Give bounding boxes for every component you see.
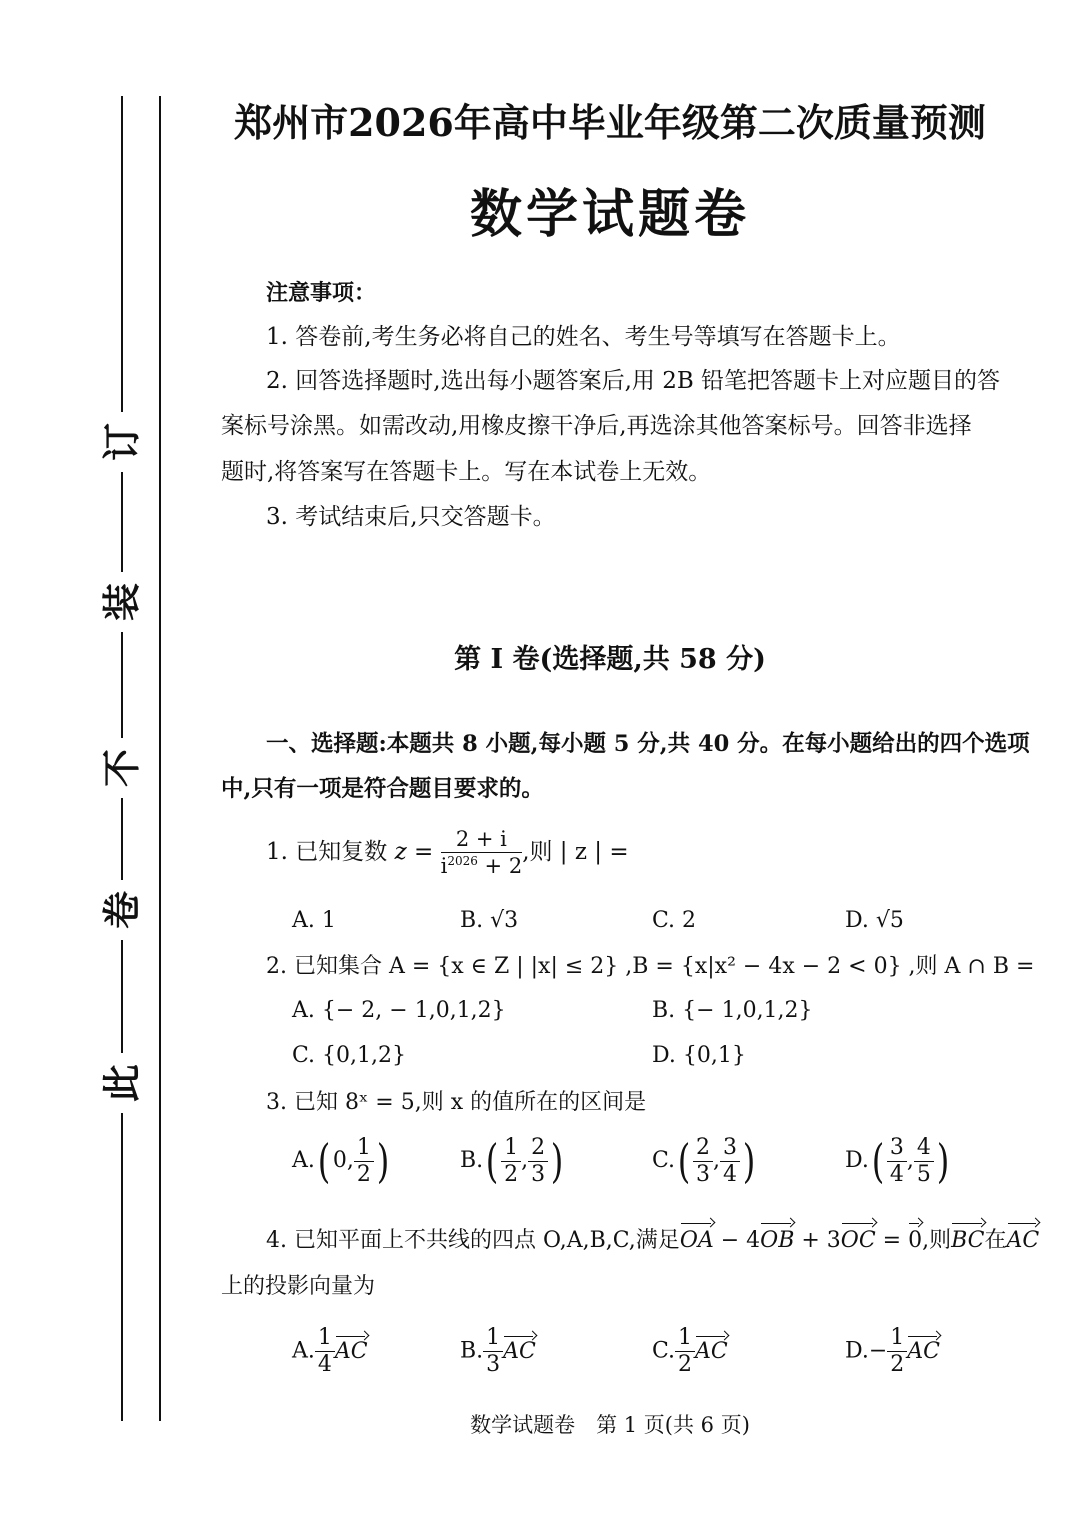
q4-d-vec: AC xyxy=(907,1338,941,1364)
q3-option-c-label: C. xyxy=(652,1148,676,1173)
q1-z: z xyxy=(394,839,407,865)
section-instruction-line-1: 一、选择题:本题共 8 小题,每小题 5 分,共 40 分。在每小题给出的四个选项 xyxy=(266,731,1030,757)
q1-fraction xyxy=(441,829,523,877)
q3-c-rd: 4 xyxy=(723,1161,737,1187)
q3-c-ln: 2 xyxy=(693,1137,713,1162)
binding-char-2: 卷 xyxy=(92,880,152,940)
q1-suffix: ,则 | z | = xyxy=(522,839,629,865)
q3-c-rn: 3 xyxy=(720,1137,740,1162)
q4-option-d xyxy=(845,1327,940,1376)
q3-d-ln: 3 xyxy=(887,1137,907,1162)
q1-numerator: 2 + i xyxy=(441,829,523,853)
q4-ze: ,则 xyxy=(922,1228,952,1253)
notice-item-2-line-2: 案标号涂黑。如需改动,用橡皮擦干净后,再选涂其他答案标号。回答非选择 xyxy=(221,413,972,439)
q3-b-ld: 2 xyxy=(504,1161,519,1187)
q4-option-d-label: D. xyxy=(845,1338,869,1364)
q4-a-den: 4 xyxy=(317,1352,332,1377)
q1-option-a: A. 1 xyxy=(292,908,336,933)
q3-option-a: A.( 0, $\frac{1}{2}$ ) xyxy=(292,1134,390,1188)
q4-a-vec: AC xyxy=(334,1338,368,1364)
q1-den-exp: 2026 xyxy=(447,854,478,868)
q4-c-vec: AC xyxy=(695,1338,728,1364)
q2-option-a: A. {− 2, − 1,0,1,2} xyxy=(292,998,506,1023)
q4-vec-oa: OA xyxy=(680,1226,714,1256)
q3-c-ld: 3 xyxy=(696,1161,710,1187)
q3-option-b: B.( $\frac{1}{2}$ , $\frac{2}{3}$ ) xyxy=(460,1134,564,1188)
q4-vec-zero: 0 xyxy=(908,1226,922,1256)
q4-d-num: 1 xyxy=(887,1327,907,1352)
q4-c-num: 1 xyxy=(675,1327,695,1352)
q1-denominator xyxy=(441,853,523,877)
question-4-line-2: 上的投影向量为 xyxy=(221,1274,376,1299)
q1-den-rest: + 2 xyxy=(477,854,523,878)
q4-vec-bc: BC xyxy=(951,1226,984,1256)
q4-vec-oc: OC xyxy=(841,1226,876,1256)
q3-d-rd: 5 xyxy=(916,1161,931,1187)
q2-option-b: B. {− 1,0,1,2} xyxy=(652,998,813,1023)
q4-b-den: 3 xyxy=(486,1352,501,1377)
q4-zai: 在 xyxy=(984,1228,1007,1253)
q4-c-den: 2 xyxy=(678,1352,693,1377)
q3-option-c: C.( $\frac{2}{3}$ , $\frac{3}{4}$ ) xyxy=(652,1134,756,1188)
q4-option-a xyxy=(292,1327,368,1376)
q4-option-c xyxy=(652,1327,728,1376)
q4-d-den: 2 xyxy=(890,1352,905,1377)
q3-option-a-label: A. xyxy=(292,1148,315,1173)
q4-vec-ac: AC xyxy=(1007,1226,1040,1256)
binding-char-5: 订 xyxy=(92,412,152,472)
q4-option-a-label: A. xyxy=(292,1338,315,1364)
notice-item-2-line-3: 题时,将答案写在答题卡上。写在本试卷上无效。 xyxy=(221,459,712,485)
exam-title: 郑州市2026年高中毕业年级第二次质量预测 xyxy=(234,100,986,145)
q1-option-c: C. 2 xyxy=(652,908,697,933)
question-2: 2. 已知集合 A = {x ∈ Z | |x| ≤ 2} ,B = {x|x² − 4x − 2 < 0} ,则 A ∩ B = xyxy=(266,954,1035,979)
q4-b-num: 1 xyxy=(483,1327,503,1352)
q3-a-left: 0 xyxy=(332,1148,347,1173)
q4-option-c-label: C. xyxy=(652,1338,676,1364)
q4-option-b-label: B. xyxy=(460,1338,484,1364)
binding-char-3: 不 xyxy=(92,738,152,798)
q4-b-vec: AC xyxy=(503,1338,536,1364)
exam-subtitle: 数学试题卷 xyxy=(469,185,750,245)
q1-eq: = xyxy=(406,839,441,865)
q3-option-d-label: D. xyxy=(845,1148,869,1173)
notice-item-2-line-1: 2. 回答选择题时,选出每小题答案后,用 2B 铅笔把答题卡上对应题目的答 xyxy=(266,368,1001,394)
question-1 xyxy=(266,822,629,882)
q3-option-b-label: B. xyxy=(460,1148,484,1173)
binding-char-4: 装 xyxy=(92,572,152,632)
question-3: 3. 已知 8ˣ = 5,则 x 的值所在的区间是 xyxy=(266,1090,647,1115)
q3-b-rn: 2 xyxy=(528,1137,548,1162)
q4-minus4: − 4 xyxy=(713,1228,761,1253)
q1-option-b: B. √3 xyxy=(460,908,519,933)
q1-prefix: 1. 已知复数 xyxy=(266,839,388,865)
q3-option-d: D.( $\frac{3}{4}$ , $\frac{4}{5}$ ) xyxy=(845,1134,950,1188)
notice-heading: 注意事项： xyxy=(266,281,377,306)
section-title: 第 Ⅰ 卷(选择题,共 58 分) xyxy=(454,644,766,675)
q1-option-d: D. √5 xyxy=(845,908,904,933)
page-footer: 数学试题卷 第 1 页(共 6 页) xyxy=(470,1413,750,1437)
q4-prefix: 4. 已知平面上不共线的四点 O,A,B,C,满足 xyxy=(266,1228,680,1253)
q2-option-d: D. {0,1} xyxy=(652,1043,746,1068)
notice-item-1: 1. 答卷前,考生务必将自己的姓名、考生号等填写在答题卡上。 xyxy=(266,324,901,350)
q4-vec-ob: OB xyxy=(760,1226,794,1256)
section-instruction-line-2: 中,只有一项是符合题目要求的。 xyxy=(221,776,544,802)
q3-a-den: 2 xyxy=(356,1161,371,1187)
q3-d-rn: 4 xyxy=(914,1137,934,1162)
binding-char-1: 此 xyxy=(92,1053,152,1113)
q1-den-base: i xyxy=(440,854,448,878)
q2-option-c: C. {0,1,2} xyxy=(292,1043,407,1068)
notice-item-3: 3. 考试结束后,只交答题卡。 xyxy=(266,504,556,530)
binding-line-inner xyxy=(159,96,161,1421)
q4-plus3: + 3 xyxy=(794,1228,841,1253)
q4-option-b xyxy=(460,1327,536,1376)
question-4-line-1 xyxy=(266,1226,1039,1256)
q4-option-d-sign: − xyxy=(868,1338,888,1364)
q3-b-rd: 3 xyxy=(531,1161,546,1187)
q3-d-ld: 4 xyxy=(889,1161,904,1187)
q3-a-num: 1 xyxy=(354,1137,374,1162)
q3-b-ln: 1 xyxy=(501,1137,521,1162)
q4-eq: = xyxy=(875,1228,909,1253)
q4-a-num: 1 xyxy=(315,1327,335,1352)
